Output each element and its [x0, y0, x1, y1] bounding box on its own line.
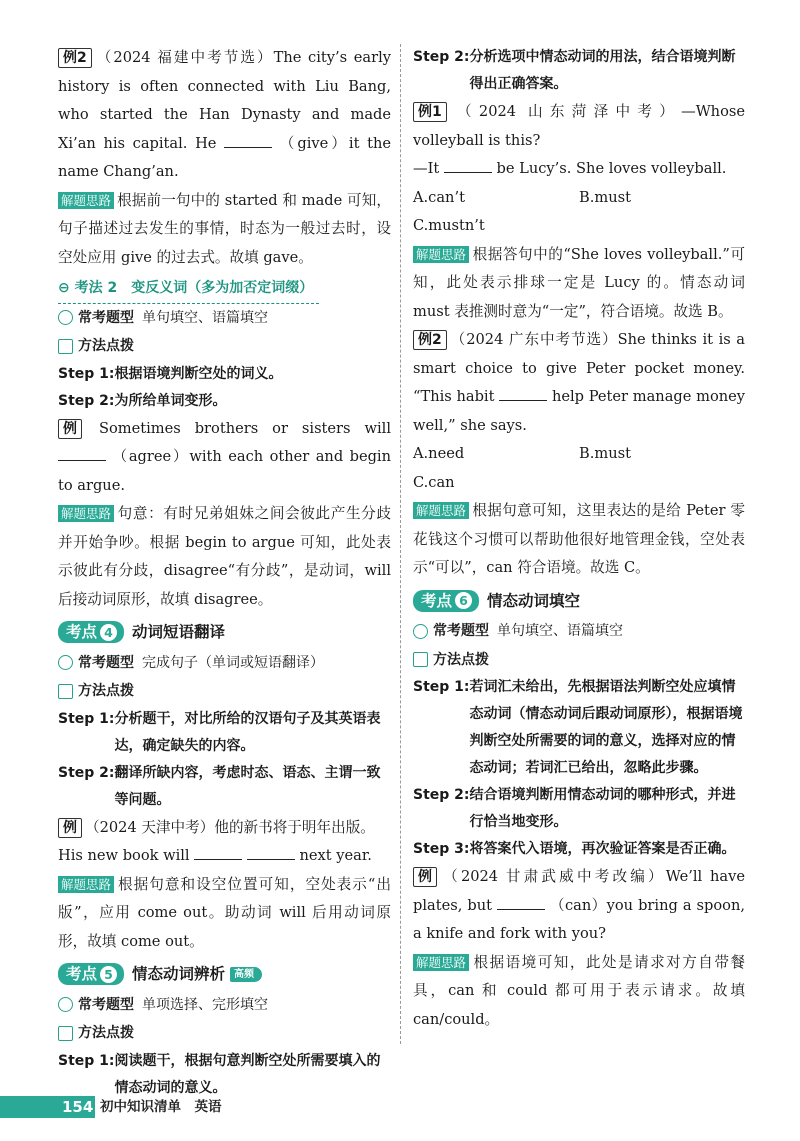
solution-label: 解题思路: [58, 192, 114, 209]
step-row: Step 2: 翻译所缺内容，考虑时态、语态、主谓一致等问题。: [58, 764, 381, 808]
kaodian-title: 动词短语翻译: [132, 623, 226, 641]
step-row: Step 2: 结合语境判断用情态动词的哪种形式，并进行恰当地变形。: [413, 787, 736, 830]
solution-text: 根据前一句中的 started 和 made 可知，句子描述过去发生的事情，时态为一般过去时，设空处应用 give 的过去式。故填 gave。: [58, 191, 391, 266]
answer-blank: [247, 843, 295, 860]
kaodian-tag: 考点 4: [58, 621, 124, 643]
question-type-icon: [58, 310, 73, 325]
step-row: Step 1: 阅读题干，根据句意判断空处所需要填入的情态动词的意义。: [58, 1052, 381, 1096]
solution-block: [413, 497, 745, 583]
example-text: （give）it the name Chang’an.: [58, 134, 392, 180]
question-type-row: 常考题型 单句填空、语篇填空: [58, 304, 391, 333]
example-label: 例2: [58, 48, 92, 68]
solution-label: 解题思路: [413, 246, 469, 263]
method-row: 方法点拨: [413, 646, 745, 675]
example-label: 例: [413, 867, 437, 887]
solution-text: 根据句意和设空位置可知，空处表示“出版”，应用 come out。助动词 will 后用动词原形，故填 come out。: [58, 875, 391, 950]
options-row: [413, 184, 745, 213]
kaodian-title: 情态动词辨析: [132, 965, 226, 983]
option-b: B.must: [579, 445, 631, 462]
high-frequency-badge: 高频: [230, 967, 262, 982]
solution-text: 根据语境可知，此处是请求对方自带餐具，can 和 could 都可用于表示请求。故填 can/could。: [413, 953, 745, 1028]
example-1-heze: 例1 （2024 山东菏泽中考）—Whose volleyball is this?: [413, 103, 745, 149]
answer-blank: [499, 384, 547, 401]
question-type-icon: [58, 655, 73, 670]
example-source: （2024 福建中考节选）: [94, 49, 274, 66]
book-title: 初中知识清单 英语: [100, 1099, 222, 1115]
question-type-row: 常考题型 完成句子（单词或短语翻译）: [58, 649, 391, 678]
solution-label: 解题思路: [58, 505, 114, 522]
page-number: 154: [62, 1098, 94, 1116]
page-footer: [0, 1096, 800, 1118]
solution-label: 解题思路: [413, 502, 469, 519]
solution-block: [58, 187, 391, 273]
solution-text: 根据句意可知，这里表达的是给 Peter 零花钱这个习惯可以帮助他很好地管理金钱，空处表示“可以”，can 符合语境。故选 C。: [413, 502, 745, 576]
solution-label: 解题思路: [58, 876, 114, 893]
solution-text: 句意：有时兄弟姐妹之间会彼此产生分歧并开始争吵。根据 begin to argue 可知，此处表示彼此有分歧，disagree“有分歧”，是动词，will 后接动词原形，故填 disagree。: [58, 505, 391, 608]
right-column: [413, 44, 745, 1034]
example-text: The city’s early history is often connected with Liu Bang, who started the Han Dynasty and made Xi’an his capital. He: [58, 49, 392, 152]
kaodian-5-heading: [58, 960, 391, 989]
question-type-row: 常考题型 单项选择、完形填空: [58, 991, 391, 1020]
question-type-icon: [58, 997, 73, 1012]
method-icon: [58, 1026, 73, 1041]
kaodian-title: 情态动词填空: [487, 591, 581, 610]
kaofa-2-heading: [58, 274, 391, 304]
answer-blank: [58, 444, 106, 461]
solution-label: 解题思路: [413, 954, 469, 971]
example-label: 例: [58, 818, 82, 838]
method-icon: [58, 339, 73, 354]
solution-block: [58, 871, 391, 957]
solution-text: 根据答句中的“She loves volleyball.”可知，此处表示排球一定是 Lucy 的。情态动词 must 表推测时意为“一定”，符合语境。故选 B。: [413, 245, 745, 320]
example-label: 例: [58, 419, 82, 439]
example-2-guangdong: 例2 （2024 广东中考节选）She thinks it is a smart choice to give Peter pocket money. “This habit help Peter manage money well,” she says.: [413, 331, 746, 434]
solution-block: [413, 241, 745, 327]
left-column: [58, 44, 391, 1102]
example-label: 例1: [413, 102, 447, 122]
option-c: C.mustn’t: [413, 217, 485, 234]
example-gansu: 例 （2024 甘肃武威中考改编）We’ll have plates, but （can）you bring a spoon, a knife and fork with you?: [413, 868, 745, 942]
step-row: Step 1: 分析题干，对比所给的汉语句子及其英语表达，确定缺失的内容。: [58, 710, 381, 754]
answer-blank: [497, 893, 545, 910]
option-a: A.need: [413, 445, 465, 462]
step-row: Step 3: 将答案代入语境，再次验证答案是否正确。: [413, 841, 736, 857]
example-come-out: 例 （2024 天津中考）他的新书将于明年出版。: [58, 814, 391, 843]
example-answer-line: —It be Lucy’s. She loves volleyball.: [413, 155, 745, 184]
example-sentence: His new book will next year.: [58, 842, 391, 871]
column-divider: [400, 44, 401, 1044]
kaodian-tag: 考点 5: [58, 963, 124, 985]
solution-block: [58, 500, 391, 614]
question-type-row: 常考题型 单句填空、语篇填空: [413, 617, 745, 646]
answer-blank: [444, 156, 492, 173]
option-c: C.can: [413, 473, 455, 491]
method-row: 方法点拨: [58, 1019, 391, 1048]
step-row: Step 1: 若词汇未给出，先根据语法判断空处应填情态动词（情态动词后跟动词原形），根据语境判断空处所需要的词的意义，选择对应的情态动词；若词汇已给出，忽略此步骤。: [413, 679, 743, 776]
method-icon: [413, 652, 428, 667]
example-2-fujian: [58, 44, 391, 187]
options-row: [413, 440, 745, 469]
kaodian-6-heading: [413, 587, 745, 616]
step-row: Step 2: 分析选项中情态动词的用法，结合语境判断得出正确答案。: [413, 49, 736, 92]
method-row: 方法点拨: [58, 677, 391, 706]
method-row: 方法点拨: [58, 332, 391, 361]
kaodian-4-heading: [58, 618, 391, 647]
kaofa-icon: ⊖: [58, 280, 75, 296]
example-disagree: 例 Sometimes brothers or sisters will （agree）with each other and begin to argue.: [58, 419, 391, 494]
kaodian-tag: 考点 6: [413, 590, 479, 612]
option-a: A.can’t: [413, 188, 465, 206]
step-row: Step 1: 根据语境判断空处的词义。: [58, 365, 283, 382]
example-label: 例2: [413, 330, 447, 350]
answer-blank: [194, 843, 242, 860]
step-row: Step 2: 为所给单词变形。: [58, 392, 227, 409]
method-icon: [58, 684, 73, 699]
solution-block: [413, 949, 745, 1035]
kaofa-heading: ⊖ 考法 2 变反义词（多为加否定词缀）: [58, 274, 319, 304]
answer-blank: [224, 131, 272, 148]
question-type-icon: [413, 624, 428, 639]
option-b: B.must: [579, 188, 631, 206]
